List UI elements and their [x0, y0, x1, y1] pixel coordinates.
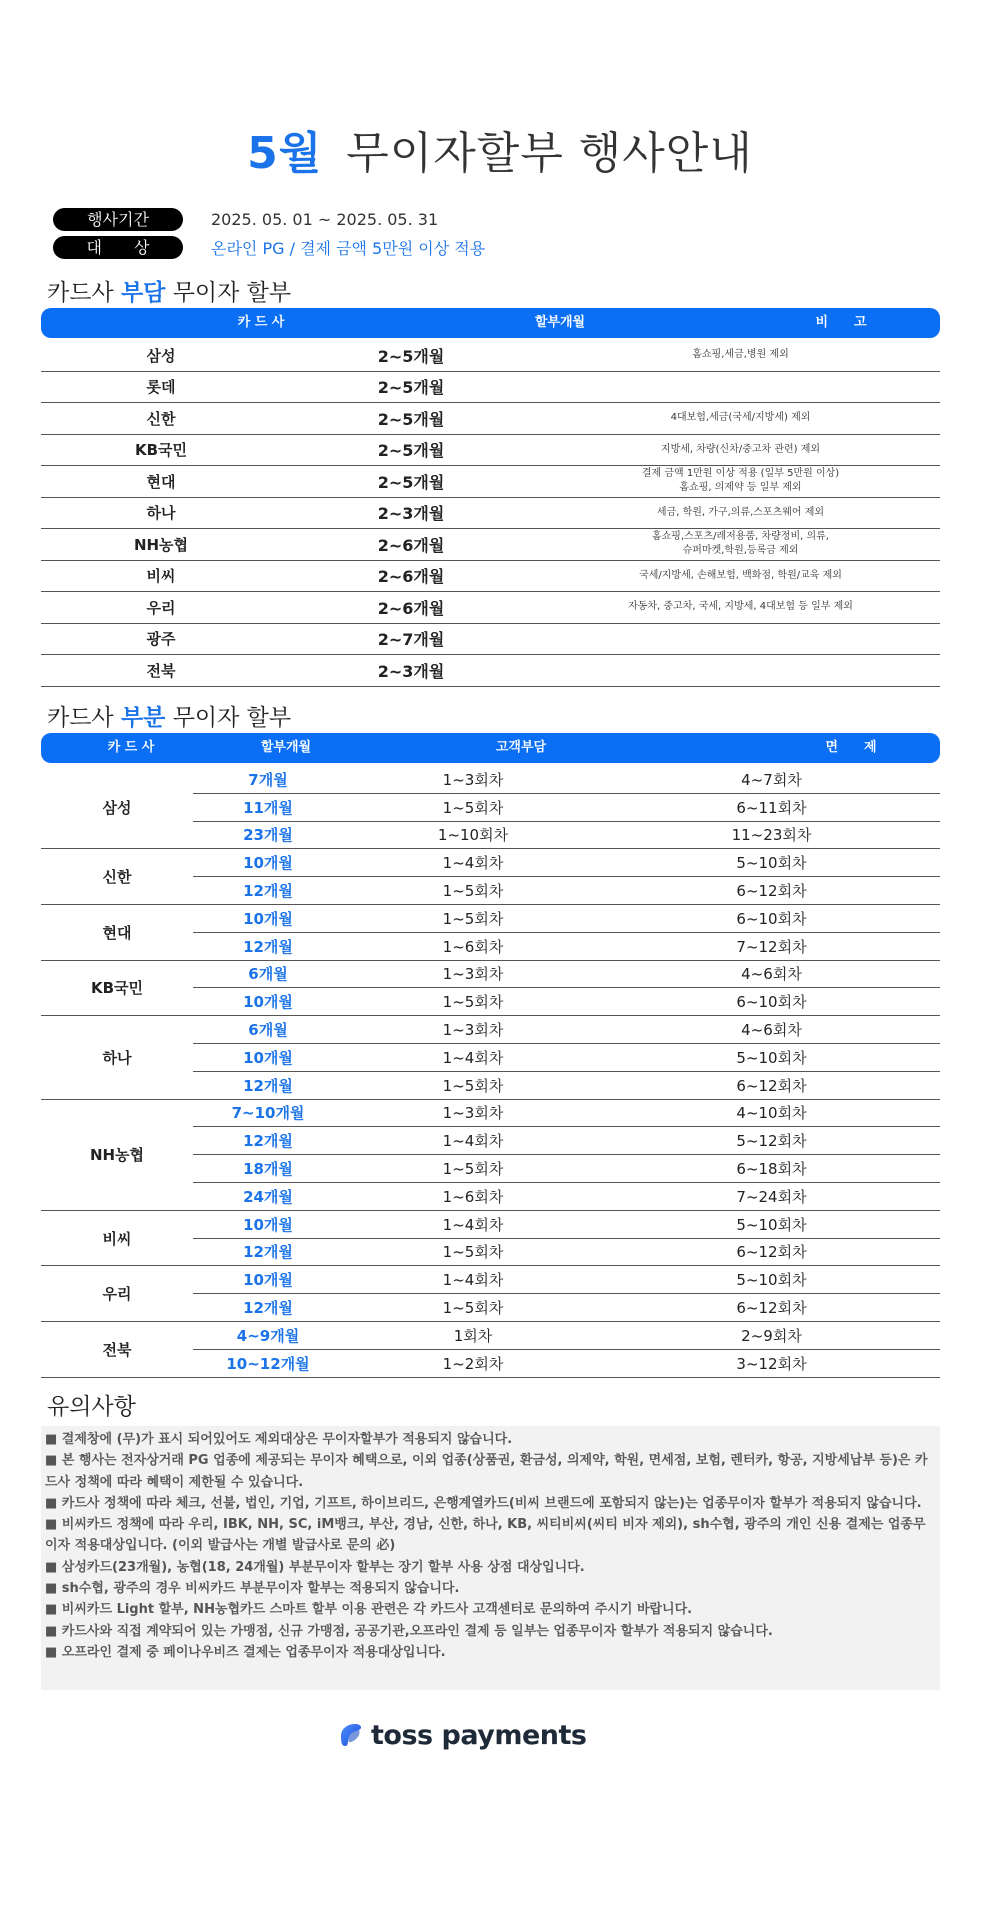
table-row	[41, 403, 940, 435]
customer-cell: 1~4회차	[343, 1210, 603, 1238]
months-cell: 23개월	[193, 821, 343, 849]
table-row	[41, 529, 940, 561]
section-full-suffix: 무이자 할부	[165, 280, 292, 306]
customer-cell: 1회차	[343, 1321, 603, 1349]
note-cell: 국세/지방세, 손해보험, 백화점, 학원/교육 제외	[541, 560, 940, 592]
header-card: 카 드 사	[107, 740, 155, 755]
section-partial-suffix: 무이자 할부	[165, 705, 292, 731]
months-cell: 6개월	[193, 1016, 343, 1044]
full-table-header	[41, 308, 940, 338]
card-name-cell: 신한	[41, 403, 281, 435]
customer-cell: 1~3회차	[343, 960, 603, 988]
section-partial-prefix: 카드사	[47, 705, 121, 731]
notice-title: 유의사항	[47, 1394, 136, 1420]
exempt-cell: 5~10회차	[603, 1210, 940, 1238]
exempt-cell: 6~12회차	[603, 877, 940, 905]
months-cell: 2~5개월	[281, 434, 541, 466]
months-cell: 7개월	[193, 766, 343, 793]
months-cell: 2~6개월	[281, 592, 541, 624]
exempt-cell: 6~12회차	[603, 1071, 940, 1099]
months-cell: 12개월	[193, 1127, 343, 1155]
table-row	[41, 960, 940, 988]
customer-cell: 1~4회차	[343, 1043, 603, 1071]
months-cell: 12개월	[193, 1238, 343, 1266]
months-cell: 2~5개월	[281, 466, 541, 498]
title-month: 5월	[247, 128, 323, 179]
months-cell: 10~12개월	[193, 1349, 343, 1377]
note-cell	[541, 655, 940, 687]
exempt-cell: 4~7회차	[603, 766, 940, 793]
header-months: 할부개월	[260, 740, 312, 755]
customer-cell: 1~4회차	[343, 1127, 603, 1155]
note-cell: 홈쇼핑,세금,병원 제외	[541, 340, 940, 371]
exempt-cell: 6~12회차	[603, 1238, 940, 1266]
customer-cell: 1~3회차	[343, 1099, 603, 1127]
notice-item: ■ 삼성카드(23개월), 농협(18, 24개월) 부분무이자 할부는 장기 할부 사용 상점 대상입니다.	[45, 1559, 585, 1575]
customer-cell: 1~4회차	[343, 1266, 603, 1294]
header-note: 비 고	[815, 315, 867, 330]
header-card: 카 드 사	[237, 315, 285, 330]
customer-cell: 1~3회차	[343, 1016, 603, 1044]
table-row	[41, 560, 940, 592]
note-cell: 자동차, 중고차, 국세, 지방세, 4대보험 등 일부 제외	[541, 592, 940, 624]
card-name-cell: NH농협	[41, 1099, 193, 1210]
card-name-cell: 광주	[41, 623, 281, 655]
table-row	[41, 904, 940, 932]
notice-box	[41, 1426, 940, 1690]
notice-item: ■ 결제창에 (무)가 표시 되어있어도 제외대상은 무이자할부가 적용되지 않습니다.	[45, 1432, 513, 1447]
exempt-cell: 4~6회차	[603, 1016, 940, 1044]
card-name-cell: 삼성	[41, 340, 281, 371]
customer-cell: 1~5회차	[343, 793, 603, 821]
customer-cell: 1~10회차	[343, 821, 603, 849]
months-cell: 2~3개월	[281, 497, 541, 529]
card-name-cell: 전북	[41, 1321, 193, 1377]
months-cell: 12개월	[193, 1294, 343, 1322]
partial-table-header	[41, 733, 940, 763]
exempt-cell: 2~9회차	[603, 1321, 940, 1349]
table-row	[41, 340, 940, 371]
note-cell: 세금, 학원, 가구,의류,스포츠웨어 제외	[541, 497, 940, 529]
note-cell: 홈쇼핑,스포츠/레저용품, 차량정비, 의류, 슈퍼마켓,학원,등록금 제외	[541, 529, 940, 561]
customer-cell: 1~5회차	[343, 904, 603, 932]
exempt-cell: 5~10회차	[603, 1043, 940, 1071]
table-row	[41, 497, 940, 529]
customer-cell: 1~5회차	[343, 1071, 603, 1099]
notice-item: ■ 비씨카드 정책에 따라 우리, IBK, NH, SC, iM뱅크, 부산, 경남, 신한, 하나, KB, 씨티비씨(씨티 비자 제외), sh수협, 광주의 개인 신용 결제는 업종무이자 적용대상입니다. (이외 발급사는 개별 발급사로 문의 必)	[45, 1517, 926, 1554]
table-row	[41, 849, 940, 877]
full-interest-free-table	[41, 340, 940, 687]
exempt-cell: 6~18회차	[603, 1155, 940, 1183]
card-name-cell: 하나	[41, 497, 281, 529]
exempt-cell: 6~10회차	[603, 988, 940, 1016]
months-cell: 2~7개월	[281, 623, 541, 655]
exempt-cell: 5~10회차	[603, 1266, 940, 1294]
target-label: 대 상	[53, 236, 183, 259]
months-cell: 24개월	[193, 1182, 343, 1210]
title-text: 무이자할부 행사안내	[346, 128, 753, 179]
customer-cell: 1~5회차	[343, 1155, 603, 1183]
table-row	[41, 466, 940, 498]
exempt-cell: 7~12회차	[603, 932, 940, 960]
period-row	[53, 207, 438, 231]
card-name-cell: 삼성	[41, 766, 193, 849]
notice-item: ■ 카드사 정책에 따라 체크, 선불, 법인, 기업, 기프트, 하이브리드, 은행계열카드(비씨 브랜드에 포함되지 않는)는 업종무이자 할부가 적용되지 않습니다.	[45, 1495, 922, 1511]
card-name-cell: KB국민	[41, 960, 193, 1016]
target-value: 온라인 PG / 결제 금액 5만원 이상 적용	[211, 238, 486, 258]
partial-interest-free-table	[41, 766, 940, 1378]
exempt-cell: 6~12회차	[603, 1294, 940, 1322]
months-cell: 6개월	[193, 960, 343, 988]
months-cell: 2~3개월	[281, 655, 541, 687]
customer-cell: 1~6회차	[343, 932, 603, 960]
section-title-full	[47, 274, 291, 307]
customer-cell: 1~4회차	[343, 849, 603, 877]
note-cell: 지방세, 차량(신차/중고차 관련) 제외	[541, 434, 940, 466]
exempt-cell: 4~6회차	[603, 960, 940, 988]
months-cell: 2~5개월	[281, 403, 541, 435]
months-cell: 2~5개월	[281, 371, 541, 403]
months-cell: 11개월	[193, 793, 343, 821]
section-full-prefix: 카드사	[47, 280, 121, 306]
logo-text: toss payments	[371, 1719, 587, 1751]
page-title	[0, 126, 1000, 182]
customer-cell: 1~5회차	[343, 877, 603, 905]
card-name-cell: 우리	[41, 1266, 193, 1322]
notice-item: ■ 카드사와 직접 계약되어 있는 가맹점, 신규 가맹점, 공공기관,오프라인 결제 등 일부는 업종무이자 할부가 적용되지 않습니다.	[45, 1623, 773, 1639]
table-row	[41, 1210, 940, 1238]
customer-cell: 1~5회차	[343, 988, 603, 1016]
months-cell: 10개월	[193, 988, 343, 1016]
card-name-cell: 롯데	[41, 371, 281, 403]
header-exempt: 면 제	[825, 740, 877, 755]
notice-item: ■ 비씨카드 Light 할부, NH농협카드 스마트 할부 이용 관련은 각 카드사 고객센터로 문의하여 주시기 바랍니다.	[45, 1602, 693, 1618]
card-name-cell: 우리	[41, 592, 281, 624]
months-cell: 12개월	[193, 877, 343, 905]
months-cell: 10개월	[193, 1210, 343, 1238]
months-cell: 10개월	[193, 849, 343, 877]
table-row	[41, 1016, 940, 1044]
header-customer: 고객부담	[495, 740, 547, 755]
months-cell: 2~5개월	[281, 340, 541, 371]
notice-item: ■ sh수협, 광주의 경우 비씨카드 부분무이자 할부는 적용되지 않습니다.	[45, 1581, 460, 1597]
card-name-cell: 비씨	[41, 560, 281, 592]
card-name-cell: 전북	[41, 655, 281, 687]
table-row	[41, 1266, 940, 1294]
section-title-partial	[47, 699, 291, 732]
period-label: 행사기간	[53, 208, 183, 231]
section-full-highlight: 부담	[120, 280, 166, 306]
customer-cell: 1~5회차	[343, 1294, 603, 1322]
exempt-cell: 11~23회차	[603, 821, 940, 849]
exempt-cell: 7~24회차	[603, 1182, 940, 1210]
card-name-cell: 현대	[41, 904, 193, 960]
card-name-cell: 하나	[41, 1016, 193, 1099]
exempt-cell: 5~12회차	[603, 1127, 940, 1155]
note-cell	[541, 623, 940, 655]
exempt-cell: 4~10회차	[603, 1099, 940, 1127]
section-partial-highlight: 부분	[120, 705, 166, 731]
table-row	[41, 371, 940, 403]
period-value: 2025. 05. 01 ~ 2025. 05. 31	[211, 209, 439, 229]
notice-item: ■ 본 행사는 전자상거래 PG 업종에 제공되는 무이자 혜택으로, 이외 업종(상품권, 환금성, 의제약, 학원, 면세점, 보험, 렌터카, 항공, 지방세납부 등)은 카드사 정책에 따라 혜택이 제한될 수 있습니다.	[45, 1453, 928, 1490]
exempt-cell: 3~12회차	[603, 1349, 940, 1377]
card-name-cell: NH농협	[41, 529, 281, 561]
toss-logo-icon	[335, 1720, 365, 1750]
customer-cell: 1~3회차	[343, 766, 603, 793]
months-cell: 2~6개월	[281, 529, 541, 561]
months-cell: 10개월	[193, 1043, 343, 1071]
months-cell: 7~10개월	[193, 1099, 343, 1127]
exempt-cell: 5~10회차	[603, 849, 940, 877]
months-cell: 4~9개월	[193, 1321, 343, 1349]
months-cell: 2~6개월	[281, 560, 541, 592]
note-cell: 결제 금액 1만원 이상 적용 (일부 5만원 이상) 홈쇼핑, 의제약 등 일부 제외	[541, 466, 940, 498]
notice-item: ■ 오프라인 결제 중 페이나우비즈 결제는 업종무이자 적용대상입니다.	[45, 1644, 446, 1660]
months-cell: 12개월	[193, 932, 343, 960]
card-name-cell: 신한	[41, 849, 193, 905]
card-name-cell: 현대	[41, 466, 281, 498]
card-name-cell: KB국민	[41, 434, 281, 466]
table-row	[41, 434, 940, 466]
exempt-cell: 6~10회차	[603, 904, 940, 932]
months-cell: 10개월	[193, 1266, 343, 1294]
customer-cell: 1~5회차	[343, 1238, 603, 1266]
exempt-cell: 6~11회차	[603, 793, 940, 821]
months-cell: 10개월	[193, 904, 343, 932]
note-cell: 4대보험,세금(국세/지방세) 제외	[541, 403, 940, 435]
table-row	[41, 1321, 940, 1349]
note-cell	[541, 371, 940, 403]
customer-cell: 1~2회차	[343, 1349, 603, 1377]
target-row	[53, 235, 485, 259]
table-row	[41, 1099, 940, 1127]
toss-payments-logo	[335, 1718, 586, 1752]
card-name-cell: 비씨	[41, 1210, 193, 1266]
table-row	[41, 623, 940, 655]
customer-cell: 1~6회차	[343, 1182, 603, 1210]
table-row	[41, 592, 940, 624]
months-cell: 18개월	[193, 1155, 343, 1183]
table-row	[41, 655, 940, 687]
table-row	[41, 766, 940, 793]
months-cell: 12개월	[193, 1071, 343, 1099]
header-months: 할부개월	[534, 315, 586, 330]
